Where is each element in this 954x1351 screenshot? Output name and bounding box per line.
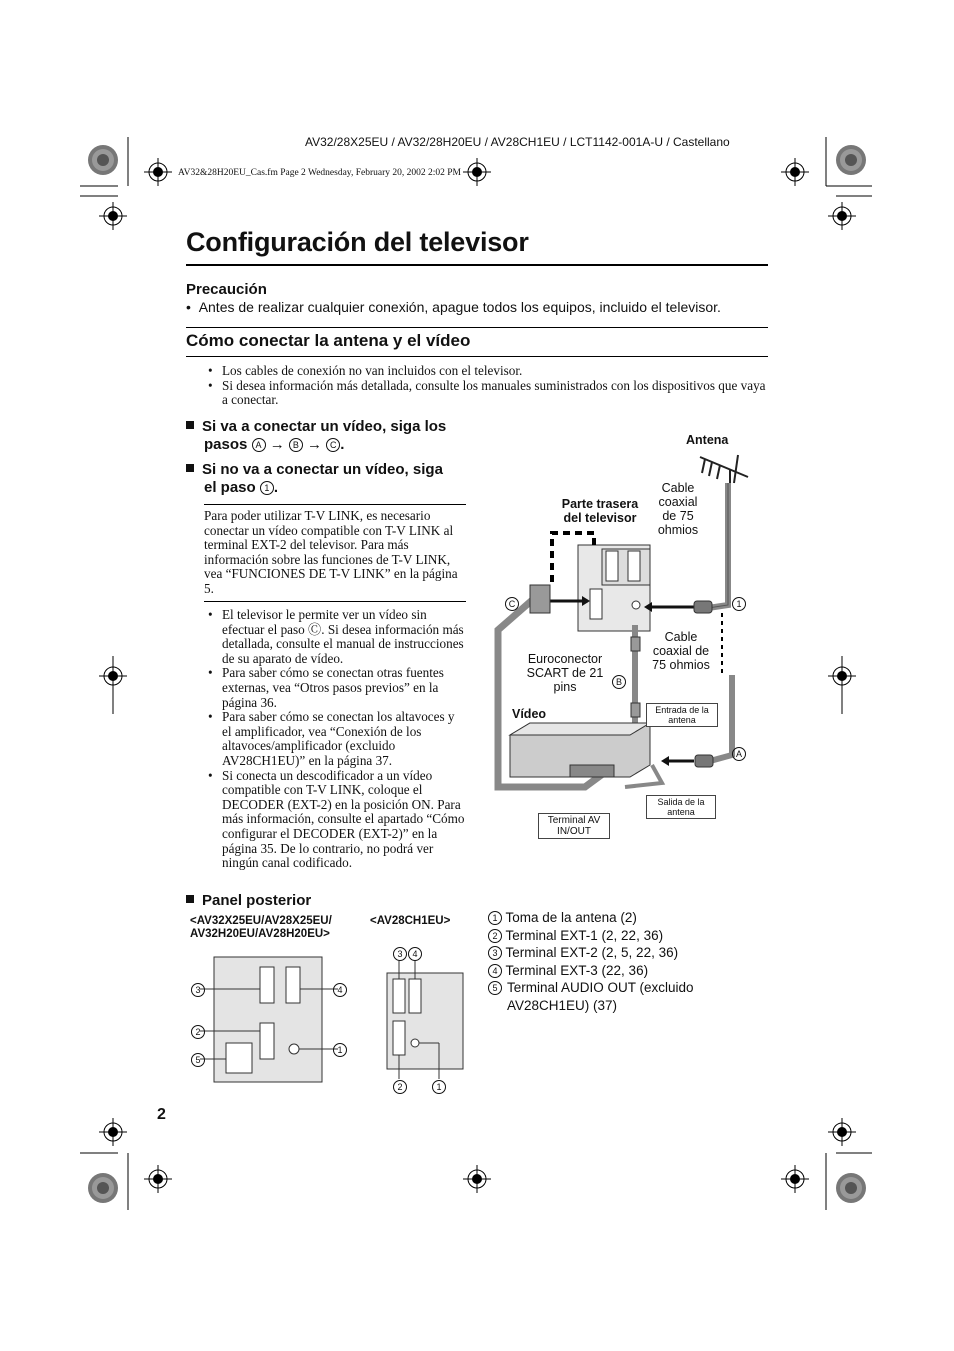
mark-3-icon: 3 bbox=[393, 947, 407, 961]
label-cable-mid: Cable coaxial de 75 ohmios bbox=[652, 630, 710, 672]
section-title: Cómo conectar la antena y el vídeo bbox=[186, 331, 471, 350]
mark-4-icon: 4 bbox=[333, 983, 347, 997]
panel-model-left: <AV32X25EU/AV28X25EU/ AV32H20EU/AV28H20EU> bbox=[190, 915, 332, 940]
mark-3-icon: 3 bbox=[191, 983, 205, 997]
circle-1-icon: 1 bbox=[260, 481, 274, 495]
panel-right-drawing bbox=[385, 945, 470, 1090]
legend-num-icon: 4 bbox=[488, 964, 502, 978]
notes-list bbox=[206, 608, 466, 871]
page-number: 2 bbox=[157, 1106, 166, 1123]
mark-2-icon: 2 bbox=[191, 1025, 205, 1039]
legend-list bbox=[488, 909, 728, 1014]
square-bullet-icon bbox=[186, 464, 194, 472]
mark-b-icon: B bbox=[612, 675, 626, 689]
mark-5-icon: 5 bbox=[191, 1053, 205, 1067]
list-item: • El televisor le permite ver un vídeo sin efectuar el paso Ⓒ. Si desea información más detallada, consulte el manual de instrucciones de su aparato de vídeo. bbox=[206, 608, 466, 666]
panel-heading-text: Panel posterior bbox=[202, 892, 312, 909]
arrow-icon: → bbox=[269, 436, 285, 453]
panel-model-right: <AV28CH1EU> bbox=[370, 915, 451, 927]
file-line: AV32&28H20EU_Cas.fm Page 2 Wednesday, February 20, 2002 2:02 PM bbox=[178, 168, 461, 178]
tvlink-note: Para poder utilizar T-V LINK, es necesario conectar un vídeo compatible con T-V LINK al terminal EXT-2 del televisor. Para más información sobre las funciones de T-V LINK, vea “FUNCIONES DE T-V LINK” en la página 5. bbox=[204, 508, 458, 596]
label-parte-trasera: Parte trasera del televisor bbox=[561, 497, 639, 525]
mark-4-icon: 4 bbox=[408, 947, 422, 961]
step-text: Si va a conectar un vídeo, siga los bbox=[202, 418, 447, 435]
legend-item bbox=[488, 927, 728, 945]
page-title: Configuración del televisor bbox=[186, 227, 529, 257]
label-entrada-antena: Entrada de la antena bbox=[646, 703, 718, 727]
step-text: Si no va a conectar un vídeo, siga bbox=[202, 461, 443, 478]
legend-num-icon: 1 bbox=[488, 911, 502, 925]
diagram-drawing bbox=[490, 425, 770, 845]
label-cable-top: Cable coaxial de 75 ohmios bbox=[657, 481, 699, 537]
caution-body: Antes de realizar cualquier conexión, apague todos los equipos, incluido el televisor. bbox=[198, 299, 721, 315]
legend-item bbox=[488, 944, 728, 962]
legend-text: Terminal EXT-3 (22, 36) bbox=[505, 962, 649, 978]
mark-2-icon: 2 bbox=[393, 1080, 407, 1094]
mark-1-icon: 1 bbox=[333, 1043, 347, 1057]
label-antena: Antena bbox=[686, 433, 729, 447]
legend-item bbox=[488, 962, 728, 980]
step-without-video: Si no va a conectar un vídeo, siga el paso 1 . bbox=[186, 461, 476, 497]
mark-a-icon: A bbox=[732, 747, 746, 761]
panel-left-drawing bbox=[190, 945, 360, 1090]
legend-num-icon: 5 bbox=[488, 981, 502, 995]
step-text: el paso bbox=[204, 479, 256, 496]
section-rule-bottom bbox=[186, 356, 768, 357]
bullet: • bbox=[186, 299, 199, 315]
list-item: • Los cables de conexión no van incluidos con el televisor. bbox=[206, 364, 766, 379]
caution-text bbox=[186, 299, 721, 315]
step-text: pasos bbox=[204, 436, 248, 453]
circle-a-icon: A bbox=[252, 438, 266, 452]
mark-1-icon: 1 bbox=[432, 1080, 446, 1094]
label-euroconector: Euroconector SCART de 21 pins bbox=[526, 652, 604, 694]
legend-item bbox=[488, 909, 728, 927]
note-rule-bottom bbox=[204, 601, 466, 602]
mark-1-icon: 1 bbox=[732, 597, 746, 611]
circle-c-icon: C bbox=[326, 438, 340, 452]
model-code: AV32/28X25EU / AV32/28H20EU / AV28CH1EU / LCT1142-001A-U / Castellano bbox=[305, 135, 730, 149]
list-item: • Para saber cómo se conectan otras fuentes externas, vea “Otros pasos previos” en la página 36. bbox=[206, 666, 466, 710]
square-bullet-icon bbox=[186, 895, 194, 903]
legend-text: Terminal EXT-1 (2, 22, 36) bbox=[505, 927, 664, 943]
connection-diagram bbox=[490, 425, 770, 845]
circle-b-icon: B bbox=[289, 438, 303, 452]
section-rule-top bbox=[186, 327, 768, 328]
antenna-icon bbox=[700, 455, 748, 483]
step-with-video: Si va a conectar un vídeo, siga los pasos A → B → C . bbox=[186, 418, 476, 454]
note-rule-top bbox=[204, 504, 466, 505]
label-video: Vídeo bbox=[512, 707, 547, 721]
square-bullet-icon bbox=[186, 421, 194, 429]
caution-heading: Precaución bbox=[186, 281, 267, 298]
arrow-icon: → bbox=[307, 436, 323, 453]
list-item: • Si conecta un descodificador a un vídeo compatible con T-V LINK, coloque el DECODER (EXT-2) en la posición ON. Para más información, consulte el apartado “Cómo configurar el DECODER (EXT-2)” en la página 35. De lo contrario, no podrá ver ningún canal codificado. bbox=[206, 769, 466, 871]
list-item: • Si desea información más detallada, consulte los manuales suministrados con los dispositivos que vaya a conectar. bbox=[206, 379, 766, 408]
legend-text: Terminal EXT-2 (2, 5, 22, 36) bbox=[505, 945, 679, 960]
label-terminal-av: Terminal AV IN/OUT bbox=[538, 813, 610, 839]
legend-text: Toma de la antena (2) bbox=[505, 910, 637, 925]
legend-item bbox=[488, 979, 728, 1014]
panel-heading bbox=[186, 892, 311, 909]
legend-num-icon: 3 bbox=[488, 946, 502, 960]
mark-c-icon: C bbox=[505, 597, 519, 611]
label-salida-antena: Salida de la antena bbox=[646, 795, 716, 819]
title-rule bbox=[186, 264, 768, 266]
list-item: • Para saber cómo se conectan los altavoces y el amplificador, vea “Conexión de los altavoces/amplificador (excluido AV28CH1EU)” en la página 37. bbox=[206, 710, 466, 768]
section-bullets bbox=[206, 364, 766, 408]
legend-text: Terminal AUDIO OUT (excluido AV28CH1EU) (37) bbox=[507, 980, 694, 1013]
legend-num-icon: 2 bbox=[488, 929, 502, 943]
